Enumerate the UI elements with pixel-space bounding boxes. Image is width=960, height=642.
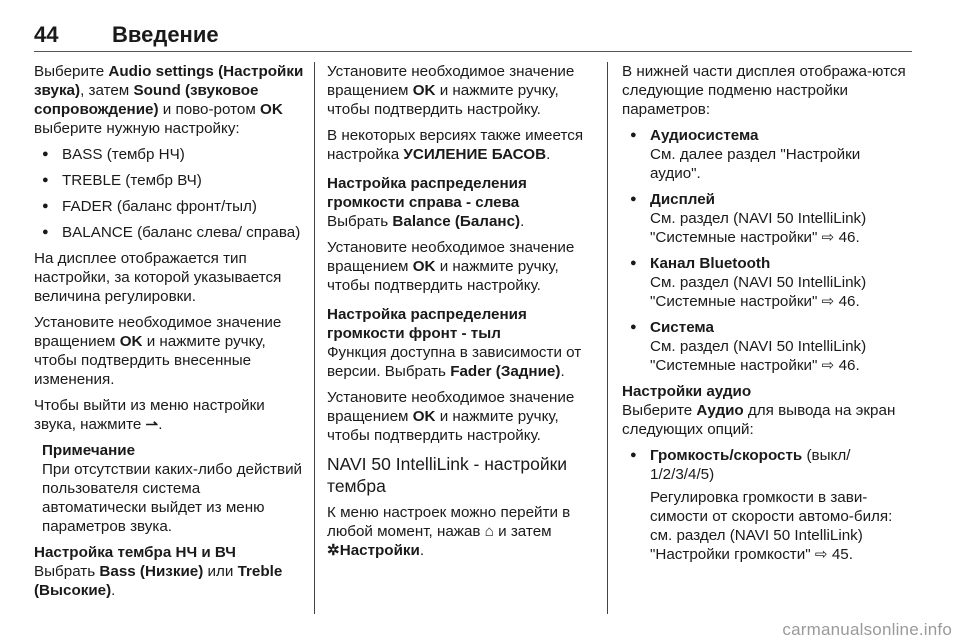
column-divider bbox=[607, 62, 608, 614]
page-header bbox=[34, 22, 912, 52]
settings-list bbox=[34, 145, 306, 242]
home-icon: ⌂ bbox=[484, 523, 494, 540]
col1-paragraph-set: Установите необходимое значение вращением OK и нажмите ручку, чтобы подтвердить внесенные изменения. bbox=[34, 314, 282, 388]
note-text: При отсутствии каких-либо действий пользователя система автоматически выйдет из меню параметров звука. bbox=[42, 461, 303, 535]
arrow-icon: ⇨ bbox=[821, 357, 835, 374]
watermark: carmanualsonline.info bbox=[782, 620, 952, 639]
heading-balance: Настройка распределения громкости справа - слева bbox=[327, 175, 527, 211]
col1-paragraph-exit: Чтобы выйти из меню настройки звука, нажмите ⇀. bbox=[34, 397, 265, 433]
audio-options-list bbox=[622, 446, 914, 564]
arrow-icon: ⇨ bbox=[821, 229, 835, 246]
note-title: Примечание bbox=[42, 442, 136, 459]
heading-bass-treble: Настройка тембра НЧ и ВЧ bbox=[34, 544, 236, 561]
heading-fader: Настройка распределения громкости фронт - тыл bbox=[327, 306, 527, 342]
column-divider bbox=[314, 62, 315, 614]
col2-paragraph-set-3: Установите необходимое значение вращением OK и нажмите ручку, чтобы подтвердить настройку. bbox=[327, 389, 575, 444]
col2-paragraph-menu: К меню настроек можно перейти в любой момент, нажав ⌂ и затем ✲Настройки. bbox=[327, 504, 571, 559]
list-item: ● Дисплей См. раздел (NAVI 50 IntelliLink) "Системные настройки" ⇨ 46. bbox=[622, 190, 914, 247]
col3-paragraph-audio: Выберите Аудио для вывода на экран следующих опций: bbox=[622, 402, 896, 438]
col1-paragraph-select: Выбрать Bass (Низкие) или Treble (Высокие). bbox=[34, 563, 283, 599]
submenu-list bbox=[622, 126, 914, 375]
col3-intro: В нижней части дисплея отобража-ются следующие подменю настройки параметров: bbox=[622, 63, 906, 118]
col2-paragraph-balance: Выбрать Balance (Баланс). bbox=[327, 213, 525, 230]
heading-navi-tone: NAVI 50 IntelliLink - настройки тембра bbox=[327, 454, 568, 496]
arrow-icon: ⇨ bbox=[821, 293, 835, 310]
list-item: ● Система См. раздел (NAVI 50 IntelliLink) "Системные настройки" ⇨ 46. bbox=[622, 318, 914, 375]
note-box bbox=[34, 441, 306, 536]
settings-label: Настройки bbox=[339, 542, 420, 559]
col2-paragraph-bass-boost: В некоторых версиях также имеется настройка УСИЛЕНИЕ БАСОВ. bbox=[327, 127, 584, 163]
col2-paragraph-set-2: Установите необходимое значение вращением OK и нажмите ручку, чтобы подтвердить настройку. bbox=[327, 239, 575, 294]
list-item: ● BASS (тембр НЧ) bbox=[34, 145, 306, 164]
list-item: ● Аудиосистема См. далее раздел "Настройки аудио". bbox=[622, 126, 914, 183]
gear-icon: ✲ bbox=[327, 542, 340, 559]
list-item: ● Громкость/скорость (выкл/ 1/2/3/4/5) Регулировка громкости в зави-симости от скорости автомо-биля: см. раздел (NAVI 50 IntelliLink) "Настройки громкости" ⇨ 45. bbox=[622, 446, 914, 564]
col2-paragraph-fader: Функция доступна в зависимости от версии. Выбрать Fader (Задние). bbox=[327, 344, 582, 380]
back-icon: ⇀ bbox=[145, 416, 159, 433]
col1-paragraph-display: На дисплее отображается тип настройки, за которой указывается величина регулировки. bbox=[34, 250, 282, 305]
column-3 bbox=[622, 62, 914, 571]
page-number: 44 bbox=[34, 22, 59, 47]
list-item: ● Канал Bluetooth См. раздел (NAVI 50 IntelliLink) "Системные настройки" ⇨ 46. bbox=[622, 254, 914, 311]
column-2 bbox=[327, 62, 599, 567]
column-1 bbox=[34, 62, 306, 607]
list-item: ● TREBLE (тембр ВЧ) bbox=[34, 171, 306, 190]
arrow-icon: ⇨ bbox=[814, 546, 828, 563]
chapter-title: Введение bbox=[112, 22, 219, 47]
heading-audio-settings: Настройки аудио bbox=[622, 383, 752, 400]
col2-paragraph-set: Установите необходимое значение вращением OK и нажмите ручку, чтобы подтвердить настройку. bbox=[327, 63, 575, 118]
col1-intro: Выберите Audio settings (Настройки звука), затем Sound (звуковое сопровождение) и пово-ротом OK выберите нужную настройку: bbox=[34, 63, 304, 137]
list-item: ● FADER (баланс фронт/тыл) bbox=[34, 197, 306, 216]
list-item: ● BALANCE (баланс слева/ справа) bbox=[34, 223, 306, 242]
